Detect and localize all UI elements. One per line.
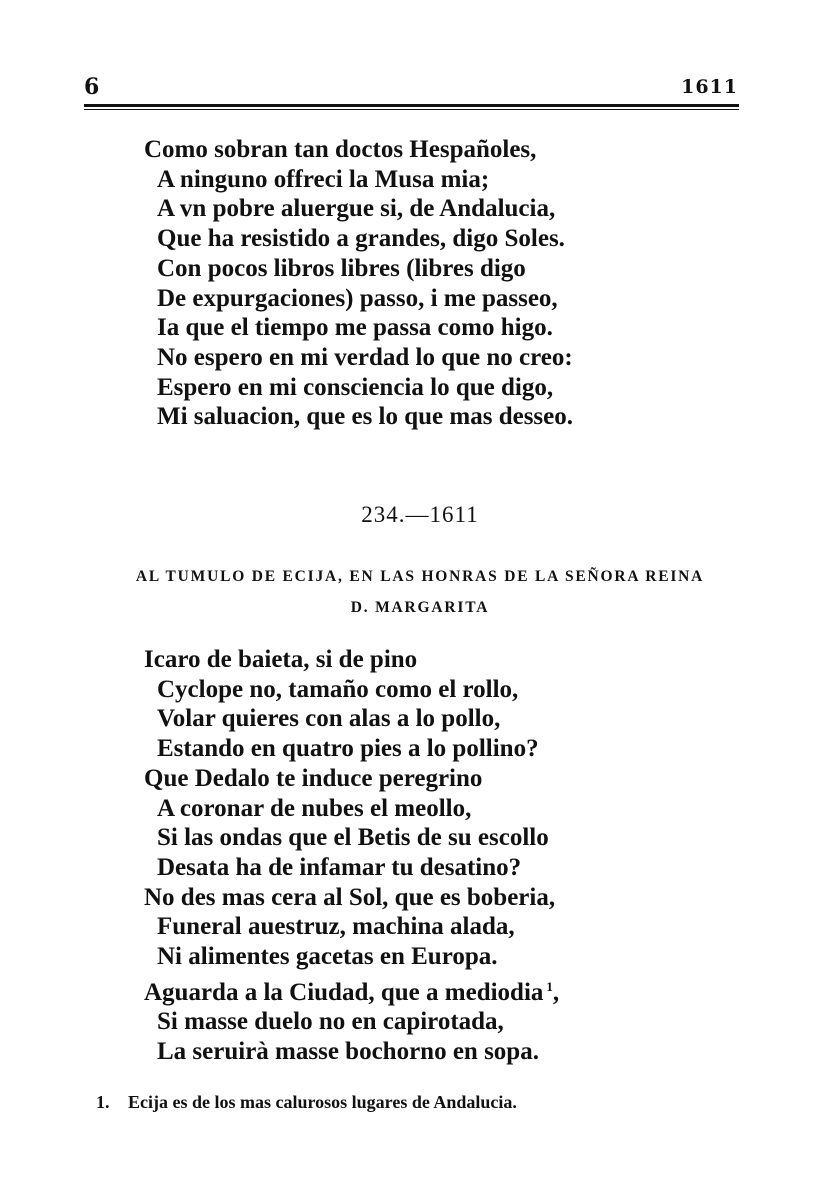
poem-line: Con pocos libros libres (libres digo [157, 254, 526, 282]
footnote-text: Ecija es de los mas calurosos lugares de Andalucia. [128, 1092, 517, 1112]
poem-line: Funeral auestruz, machina alada, [157, 913, 515, 941]
footnote-marker: 1. [96, 1092, 110, 1112]
poem-line-with-footnote [144, 972, 559, 1008]
poem-line: De expurgaciones) passo, i me passeo, [157, 284, 558, 312]
page-number: 6 [84, 74, 100, 100]
poem-line: Como sobran tan doctos Hespañoles, [144, 136, 537, 163]
poem-line: Espero en mi consciencia lo que digo, [157, 373, 554, 401]
poem-line: Si masse duelo no en capirotada, [157, 1008, 504, 1036]
section-title-line: AL TUMULO DE ECIJA, EN LAS HONRAS DE LA SEÑORA REINA [135, 568, 705, 585]
section-number: 234.—1611 [361, 502, 479, 527]
poem-line: Ni alimentes gacetas en Europa. [157, 943, 498, 971]
poem-line: Icaro de baieta, si de pino [144, 646, 418, 673]
running-year: 1611 [681, 76, 738, 98]
poem-line: Volar quieres con alas a lo pollo, [157, 705, 501, 733]
poem-line: Desata ha de infamar tu desatino? [157, 853, 522, 881]
poem-line: Que ha resistido a grandes, digo Soles. [157, 225, 565, 253]
running-head [84, 74, 738, 104]
poem-line: La seruirà masse bochorno en sopa. [157, 1038, 539, 1066]
poem-line: Estando en quatro pies a lo pollino? [157, 735, 539, 763]
footnote [96, 1092, 517, 1113]
poem-line: A vn pobre aluergue si, de Andalucia, [157, 195, 556, 223]
poem-line: Mi saluacion, que es lo que mas desseo. [157, 403, 574, 431]
poem-line: Cyclope no, tamaño como el rollo, [157, 675, 519, 703]
poem-line: Que Dedalo te induce peregrino [144, 764, 483, 792]
poem-line-punctuation: , [552, 978, 560, 1006]
poem-continued [144, 135, 573, 432]
poem-line: Ia que el tiempo me passa como higo. [157, 314, 553, 342]
poem-line: A ninguno offreci la Musa mia; [157, 165, 490, 193]
poem-line: Si las ondas que el Betis de su escollo [157, 824, 549, 852]
poem-line: A coronar de nubes el meollo, [157, 794, 472, 822]
section-title [40, 561, 800, 623]
footnote-reference: 1 [546, 978, 553, 994]
poem-line: No espero en mi verdad lo que no creo: [157, 343, 573, 371]
poem-line-text: Aguarda a la Ciudad, que a mediodia [144, 978, 544, 1006]
section-title-line: D. MARGARITA [350, 599, 490, 616]
header-rule-thin [84, 109, 739, 110]
poem-line: No des mas cera al Sol, que es boberia, [144, 883, 556, 911]
sonnet [144, 645, 559, 1067]
header-rule-thick [84, 104, 739, 107]
